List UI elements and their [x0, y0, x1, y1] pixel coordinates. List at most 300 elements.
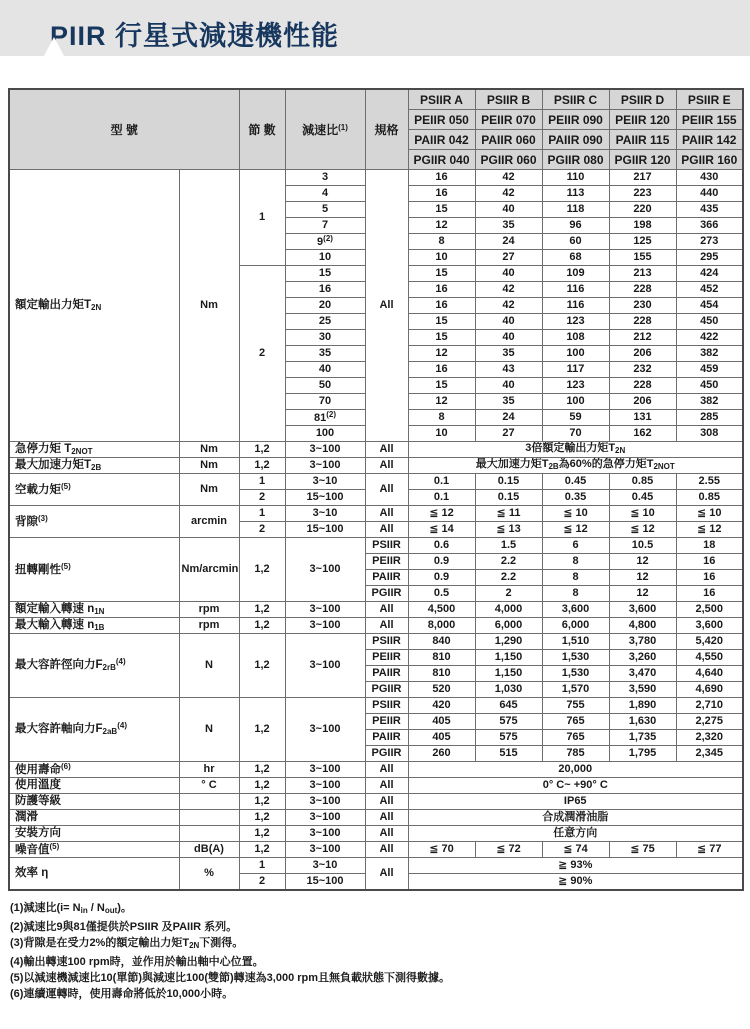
value-cell: PAIIR: [365, 730, 408, 746]
value-cell: 0° C~ +90° C: [408, 778, 743, 794]
banner-notch-triangle: [44, 37, 64, 56]
value-cell: ° C: [179, 778, 239, 794]
value-cell: 575: [475, 714, 542, 730]
value-cell: 2,500: [676, 602, 743, 618]
value-cell: Nm: [179, 458, 239, 474]
value-cell: Nm: [179, 170, 239, 442]
column-header: PGIIR 040: [408, 150, 475, 170]
value-cell: 405: [408, 730, 475, 746]
value-cell: 60: [542, 234, 609, 250]
value-cell: PSIIR: [365, 538, 408, 554]
value-cell: 1,2: [239, 762, 285, 778]
value-cell: 3~100: [285, 698, 365, 762]
value-cell: 4,800: [609, 618, 676, 634]
value-cell: 27: [475, 426, 542, 442]
value-cell: 12: [609, 570, 676, 586]
value-cell: 155: [609, 250, 676, 266]
value-cell: All: [365, 506, 408, 522]
value-cell: 308: [676, 426, 743, 442]
value-cell: 382: [676, 346, 743, 362]
value-cell: 1,150: [475, 650, 542, 666]
value-cell: 645: [475, 698, 542, 714]
value-cell: 59: [542, 410, 609, 426]
value-cell: 228: [609, 282, 676, 298]
value-cell: All: [365, 810, 408, 826]
row-label: 最大容許軸向力$F_{2aB}^{(4)}$: [9, 698, 179, 762]
value-cell: 35: [475, 346, 542, 362]
value-cell: 1,2: [239, 634, 285, 698]
value-cell: 116: [542, 282, 609, 298]
value-cell: 220: [609, 202, 676, 218]
value-cell: 100: [542, 346, 609, 362]
value-cell: 3~100: [285, 794, 365, 810]
value-cell: ≦ 75: [609, 842, 676, 858]
table-row: [9, 698, 743, 714]
row-label: 效率 η: [9, 858, 179, 891]
value-cell: 0.1: [408, 490, 475, 506]
value-cell: 1,630: [609, 714, 676, 730]
value-cell: 520: [408, 682, 475, 698]
footnote: (4)輸出轉速100 rpm時，並作用於輸出軸中心位置。: [10, 956, 264, 968]
value-cell: ≦ 10: [542, 506, 609, 522]
value-cell: All: [365, 458, 408, 474]
value-cell: ≦ 12: [676, 522, 743, 538]
value-cell: 1,2: [239, 618, 285, 634]
value-cell: 15~100: [285, 874, 365, 891]
value-cell: 3~100: [285, 762, 365, 778]
value-cell: 1,510: [542, 634, 609, 650]
value-cell: 110: [542, 170, 609, 186]
value-cell: 42: [475, 170, 542, 186]
footnote: (1)減速比$(i= N_{in} / N_{out})$。: [10, 902, 132, 915]
column-header: 規格: [365, 89, 408, 170]
row-label: 扭轉剛性$^{(5)}$: [9, 538, 179, 602]
table-body: [9, 170, 743, 891]
value-cell: 16: [676, 570, 743, 586]
value-cell: All: [365, 778, 408, 794]
column-header: PAIIR 090: [542, 130, 609, 150]
value-cell: 116: [542, 298, 609, 314]
row-label: 防護等級: [9, 794, 179, 810]
value-cell: 3~10: [285, 858, 365, 874]
value-cell: Nm: [179, 442, 239, 458]
value-cell: 123: [542, 378, 609, 394]
value-cell: 3~100: [285, 842, 365, 858]
value-cell: 10: [408, 250, 475, 266]
value-cell: 0.45: [609, 490, 676, 506]
value-cell: PEIIR: [365, 650, 408, 666]
column-header: PGIIR 120: [609, 150, 676, 170]
value-cell: PGIIR: [365, 682, 408, 698]
value-cell: ≦ 77: [676, 842, 743, 858]
value-cell: 206: [609, 394, 676, 410]
value-cell: 35: [285, 346, 365, 362]
value-cell: 0.1: [408, 474, 475, 490]
value-cell: All: [365, 858, 408, 891]
value-cell: 40: [475, 330, 542, 346]
value-cell: 3,780: [609, 634, 676, 650]
value-cell: [179, 810, 239, 826]
column-header: PSIIR D: [609, 89, 676, 110]
value-cell: 1,570: [542, 682, 609, 698]
value-cell: 2: [239, 266, 285, 442]
table-row: [9, 842, 743, 858]
value-cell: 4,690: [676, 682, 743, 698]
value-cell: All: [365, 442, 408, 458]
value-cell: 840: [408, 634, 475, 650]
value-cell: 3,590: [609, 682, 676, 698]
header-row: [9, 89, 743, 110]
value-cell: 0.15: [475, 490, 542, 506]
value-cell: 1: [239, 170, 285, 266]
value-cell: 42: [475, 186, 542, 202]
value-cell: 3~10: [285, 474, 365, 490]
value-cell: 15: [408, 202, 475, 218]
value-cell: 16: [408, 362, 475, 378]
value-cell: 2.55: [676, 474, 743, 490]
row-label: 最大輸入轉速 $n_{1B}$: [9, 618, 179, 634]
column-header: PEIIR 070: [475, 110, 542, 130]
value-cell: 16: [676, 586, 743, 602]
value-cell: 1,2: [239, 602, 285, 618]
row-label: 額定輸出力矩$T_{2N}$: [9, 170, 179, 442]
column-header: PEIIR 120: [609, 110, 676, 130]
row-label: 急停力矩 $T_{2NOT}$: [9, 442, 179, 458]
value-cell: 285: [676, 410, 743, 426]
value-cell: 755: [542, 698, 609, 714]
value-cell: 4,640: [676, 666, 743, 682]
value-cell: 1,2: [239, 826, 285, 842]
footnote: (6)連續運轉時，使用壽命將低於10,000小時。: [10, 988, 234, 1000]
value-cell: 232: [609, 362, 676, 378]
value-cell: All: [365, 842, 408, 858]
table-row: [9, 762, 743, 778]
table-row: [9, 458, 743, 474]
value-cell: 3~10: [285, 506, 365, 522]
footnotes: [10, 900, 750, 1002]
value-cell: 20: [285, 298, 365, 314]
table-row: [9, 506, 743, 522]
footnote: (2)減速比9與81僅提供於PSIIR 及PAIIR 系列。: [10, 921, 238, 933]
value-cell: ≦ 72: [475, 842, 542, 858]
value-cell: 454: [676, 298, 743, 314]
value-cell: 1,2: [239, 458, 285, 474]
value-cell: rpm: [179, 618, 239, 634]
value-cell: 459: [676, 362, 743, 378]
table-row: [9, 778, 743, 794]
value-cell: 7: [285, 218, 365, 234]
table-row: [9, 602, 743, 618]
value-cell: 2: [239, 490, 285, 506]
value-cell: 765: [542, 730, 609, 746]
column-header: PEIIR 090: [542, 110, 609, 130]
value-cell: 4: [285, 186, 365, 202]
value-cell: 6,000: [542, 618, 609, 634]
value-cell: 2,710: [676, 698, 743, 714]
page-title: PIIR 行星式減速機性能: [50, 21, 340, 51]
value-cell: 6,000: [475, 618, 542, 634]
value-cell: 420: [408, 698, 475, 714]
value-cell: Nm/arcmin: [179, 538, 239, 602]
value-cell: 450: [676, 314, 743, 330]
value-cell: 3倍額定輸出力矩$T_{2N}$: [408, 442, 743, 458]
value-cell: 40: [475, 202, 542, 218]
value-cell: 16: [408, 186, 475, 202]
value-cell: 15~100: [285, 490, 365, 506]
value-cell: 3: [285, 170, 365, 186]
value-cell: 198: [609, 218, 676, 234]
row-label: 額定輸入轉速 $n_{1N}$: [9, 602, 179, 618]
row-label: 最大容許徑向力$F_{2rB}^{(4)}$: [9, 634, 179, 698]
table-row: [9, 858, 743, 874]
value-cell: 2,320: [676, 730, 743, 746]
value-cell: 12: [408, 346, 475, 362]
value-cell: 1: [239, 506, 285, 522]
value-cell: 0.9: [408, 570, 475, 586]
value-cell: IP65: [408, 794, 743, 810]
value-cell: ≦ 70: [408, 842, 475, 858]
value-cell: 3,260: [609, 650, 676, 666]
value-cell: 4,550: [676, 650, 743, 666]
value-cell: 765: [542, 714, 609, 730]
value-cell: PAIIR: [365, 570, 408, 586]
value-cell: 18: [676, 538, 743, 554]
row-label: 空載力矩$^{(5)}$: [9, 474, 179, 506]
value-cell: All: [365, 602, 408, 618]
value-cell: 3~100: [285, 810, 365, 826]
value-cell: 452: [676, 282, 743, 298]
value-cell: 228: [609, 314, 676, 330]
value-cell: 8: [542, 554, 609, 570]
value-cell: 810: [408, 650, 475, 666]
value-cell: Nm: [179, 474, 239, 506]
value-cell: 810: [408, 666, 475, 682]
value-cell: 12: [609, 586, 676, 602]
value-cell: 0.85: [609, 474, 676, 490]
value-cell: arcmin: [179, 506, 239, 538]
value-cell: ≦ 13: [475, 522, 542, 538]
value-cell: 366: [676, 218, 743, 234]
value-cell: 206: [609, 346, 676, 362]
column-header: PGIIR 060: [475, 150, 542, 170]
value-cell: 0.9: [408, 554, 475, 570]
value-cell: 405: [408, 714, 475, 730]
value-cell: 任意方向: [408, 826, 743, 842]
value-cell: 109: [542, 266, 609, 282]
value-cell: All: [365, 794, 408, 810]
value-cell: 113: [542, 186, 609, 202]
column-header: PAIIR 042: [408, 130, 475, 150]
value-cell: 9$^{(2)}$: [285, 234, 365, 250]
value-cell: ≧ 90%: [408, 874, 743, 891]
value-cell: 1,2: [239, 794, 285, 810]
value-cell: 3~100: [285, 458, 365, 474]
value-cell: 70: [542, 426, 609, 442]
value-cell: 70: [285, 394, 365, 410]
value-cell: 0.5: [408, 586, 475, 602]
value-cell: 117: [542, 362, 609, 378]
value-cell: 100: [542, 394, 609, 410]
value-cell: 1,530: [542, 650, 609, 666]
value-cell: All: [365, 762, 408, 778]
value-cell: N: [179, 634, 239, 698]
value-cell: 6: [542, 538, 609, 554]
row-label: 噪音值$^{(5)}$: [9, 842, 179, 858]
value-cell: 35: [475, 394, 542, 410]
value-cell: PAIIR: [365, 666, 408, 682]
value-cell: 100: [285, 426, 365, 442]
value-cell: 15~100: [285, 522, 365, 538]
row-label: 背隙$^{(3)}$: [9, 506, 179, 538]
value-cell: 15: [408, 378, 475, 394]
value-cell: 15: [408, 330, 475, 346]
value-cell: 96: [542, 218, 609, 234]
value-cell: 273: [676, 234, 743, 250]
value-cell: 8: [408, 234, 475, 250]
column-header: PAIIR 060: [475, 130, 542, 150]
value-cell: 12: [609, 554, 676, 570]
value-cell: [179, 794, 239, 810]
row-label: 潤滑: [9, 810, 179, 826]
value-cell: 4,500: [408, 602, 475, 618]
value-cell: 260: [408, 746, 475, 762]
value-cell: 1,795: [609, 746, 676, 762]
value-cell: 162: [609, 426, 676, 442]
value-cell: 2: [475, 586, 542, 602]
value-cell: 1,2: [239, 842, 285, 858]
value-cell: 3,600: [676, 618, 743, 634]
value-cell: 16: [676, 554, 743, 570]
value-cell: 3~100: [285, 634, 365, 698]
value-cell: 0.45: [542, 474, 609, 490]
column-header: PEIIR 050: [408, 110, 475, 130]
column-header: PSIIR C: [542, 89, 609, 110]
column-header: PAIIR 142: [676, 130, 743, 150]
value-cell: 2,275: [676, 714, 743, 730]
value-cell: rpm: [179, 602, 239, 618]
table-row: [9, 618, 743, 634]
value-cell: 1,150: [475, 666, 542, 682]
table-row: [9, 634, 743, 650]
value-cell: 440: [676, 186, 743, 202]
value-cell: 50: [285, 378, 365, 394]
value-cell: 8: [542, 570, 609, 586]
column-header: PGIIR 080: [542, 150, 609, 170]
column-header: PSIIR B: [475, 89, 542, 110]
row-label: 安裝方向: [9, 826, 179, 842]
value-cell: 1: [239, 858, 285, 874]
value-cell: 12: [408, 218, 475, 234]
value-cell: 217: [609, 170, 676, 186]
row-label: 最大加速力矩$T_{2B}$: [9, 458, 179, 474]
value-cell: 3,470: [609, 666, 676, 682]
value-cell: 43: [475, 362, 542, 378]
value-cell: 1,2: [239, 778, 285, 794]
value-cell: 0.85: [676, 490, 743, 506]
value-cell: All: [365, 618, 408, 634]
value-cell: 382: [676, 394, 743, 410]
value-cell: 430: [676, 170, 743, 186]
value-cell: 24: [475, 410, 542, 426]
value-cell: PGIIR: [365, 746, 408, 762]
value-cell: 0.6: [408, 538, 475, 554]
value-cell: 515: [475, 746, 542, 762]
value-cell: 3~100: [285, 538, 365, 602]
value-cell: 1,290: [475, 634, 542, 650]
value-cell: 16: [408, 282, 475, 298]
value-cell: 68: [542, 250, 609, 266]
value-cell: All: [365, 522, 408, 538]
value-cell: 16: [408, 170, 475, 186]
value-cell: ≦ 10: [609, 506, 676, 522]
value-cell: 422: [676, 330, 743, 346]
value-cell: 40: [475, 266, 542, 282]
value-cell: 10.5: [609, 538, 676, 554]
value-cell: ≦ 14: [408, 522, 475, 538]
value-cell: ≧ 93%: [408, 858, 743, 874]
value-cell: 1: [239, 474, 285, 490]
value-cell: 3,600: [542, 602, 609, 618]
value-cell: 108: [542, 330, 609, 346]
value-cell: 40: [475, 378, 542, 394]
value-cell: ≦ 74: [542, 842, 609, 858]
value-cell: 10: [285, 250, 365, 266]
value-cell: 230: [609, 298, 676, 314]
value-cell: 212: [609, 330, 676, 346]
spec-table: [8, 88, 744, 891]
value-cell: 223: [609, 186, 676, 202]
value-cell: 8,000: [408, 618, 475, 634]
value-cell: dB(A): [179, 842, 239, 858]
value-cell: 3~100: [285, 826, 365, 842]
value-cell: 1,030: [475, 682, 542, 698]
value-cell: 15: [408, 266, 475, 282]
table-row: [9, 794, 743, 810]
value-cell: 8: [542, 586, 609, 602]
value-cell: 2.2: [475, 570, 542, 586]
value-cell: ≦ 11: [475, 506, 542, 522]
value-cell: 3~100: [285, 778, 365, 794]
value-cell: 575: [475, 730, 542, 746]
value-cell: [179, 826, 239, 842]
value-cell: PSIIR: [365, 634, 408, 650]
value-cell: 1,2: [239, 538, 285, 602]
value-cell: ≦ 12: [408, 506, 475, 522]
footnote: (5)以減速機減速比10(單節)與減速比100(雙節)轉速為3,000 rpm且無負載狀態下測得數據。: [10, 972, 451, 984]
value-cell: 16: [285, 282, 365, 298]
value-cell: 785: [542, 746, 609, 762]
value-cell: 3~100: [285, 618, 365, 634]
value-cell: 16: [408, 298, 475, 314]
value-cell: 5,420: [676, 634, 743, 650]
value-cell: 123: [542, 314, 609, 330]
value-cell: 3~100: [285, 442, 365, 458]
table-row: [9, 810, 743, 826]
value-cell: ≦ 12: [609, 522, 676, 538]
value-cell: 2: [239, 874, 285, 891]
value-cell: 27: [475, 250, 542, 266]
value-cell: 24: [475, 234, 542, 250]
value-cell: 125: [609, 234, 676, 250]
value-cell: %: [179, 858, 239, 891]
value-cell: 0.35: [542, 490, 609, 506]
value-cell: 最大加速力矩$T_{2B}$為60%的急停力矩$T_{2NOT}$: [408, 458, 743, 474]
column-header: 型 號: [9, 89, 239, 170]
value-cell: ≦ 10: [676, 506, 743, 522]
value-cell: All: [365, 826, 408, 842]
value-cell: 1,890: [609, 698, 676, 714]
value-cell: hr: [179, 762, 239, 778]
